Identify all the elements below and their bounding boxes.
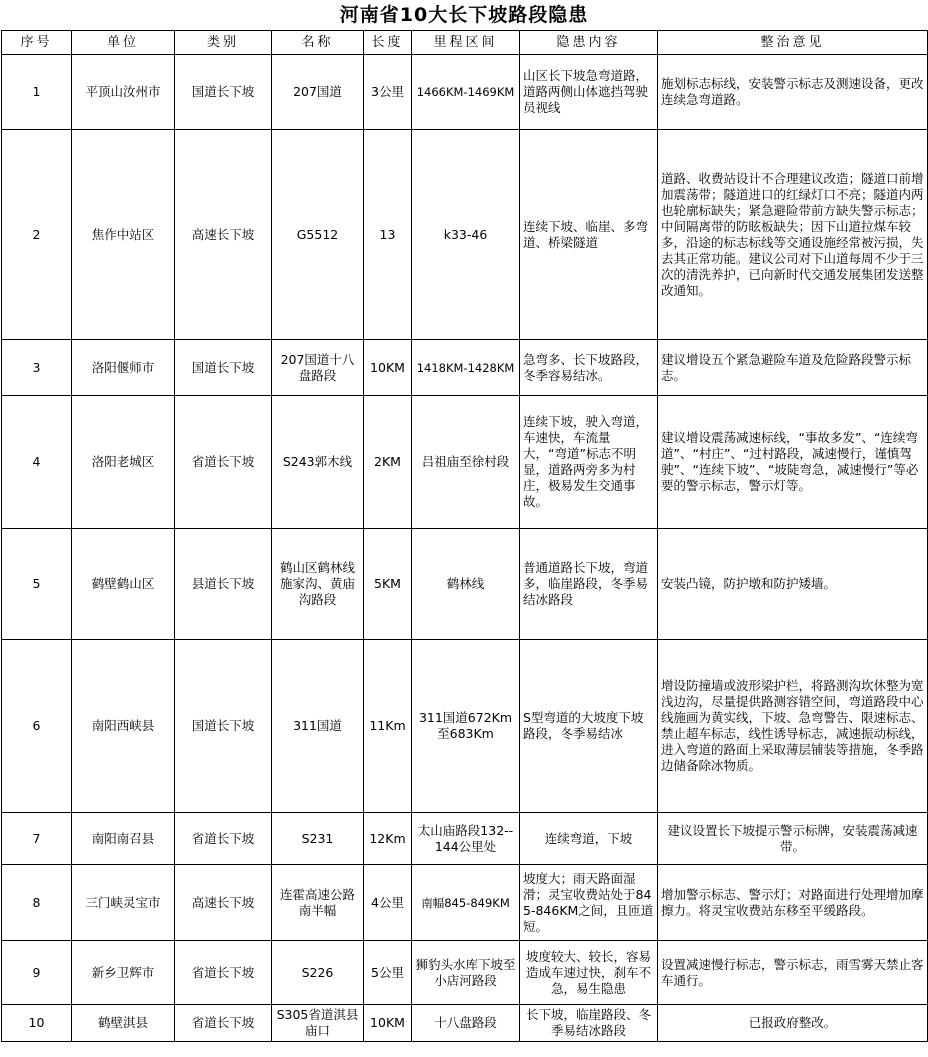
header-length: 长度 [364, 31, 412, 55]
cell-no: 8 [2, 865, 72, 941]
table-row [2, 813, 928, 865]
cell-hazard: 坡度大；雨天路面湿滑；灵宝收费站处于845-846KM之间，且匝道短。 [520, 865, 658, 941]
cell-unit: 南阳西峡县 [72, 640, 175, 813]
cell-hazard: 坡度较大、较长，容易造成车速过快，刹车不急，易生隐患 [520, 941, 658, 1005]
cell-name: 311国道 [272, 640, 364, 813]
cell-advice: 设置减速慢行标志，警示标志，雨雪雾天禁止客车通行。 [658, 941, 928, 1005]
cell-length: 4公里 [364, 865, 412, 941]
header-no: 序号 [2, 31, 72, 55]
cell-category: 省道长下坡 [175, 941, 272, 1005]
cell-advice: 施划标志标线，安装警示标志及测速设备，更改连续急弯道路。 [658, 55, 928, 130]
cell-advice: 增设防撞墙或波形梁护栏，将路测沟坎休整为宽浅边沟，尽量提供路测容错空间，弯道路段中心线施画为黄实线，下坡、急弯警告、限速标志、禁止超车标志，线性诱导标志，减速振动标线，进入弯道的路面上采取薄层铺装等措施，冬季路边储备除冰物质。 [658, 640, 928, 813]
cell-name: 鹤山区鹤林线施家沟、黄庙沟路段 [272, 529, 364, 640]
cell-category: 国道长下坡 [175, 55, 272, 130]
header-unit: 单位 [72, 31, 175, 55]
cell-length: 11Km [364, 640, 412, 813]
cell-unit: 南阳南召县 [72, 813, 175, 865]
cell-no: 1 [2, 55, 72, 130]
header-row [2, 31, 928, 55]
cell-category: 高速长下坡 [175, 130, 272, 340]
cell-range: k33-46 [412, 130, 520, 340]
cell-range: 鹤林线 [412, 529, 520, 640]
cell-name: S226 [272, 941, 364, 1005]
cell-unit: 鹤壁淇县 [72, 1005, 175, 1042]
table-row [2, 529, 928, 640]
cell-length: 2KM [364, 396, 412, 529]
cell-name: G5512 [272, 130, 364, 340]
cell-hazard: 山区长下坡急弯道路，道路两侧山体遮挡驾驶员视线 [520, 55, 658, 130]
cell-no: 10 [2, 1005, 72, 1042]
cell-range: 太山庙路段132--144公里处 [412, 813, 520, 865]
table-row [2, 130, 928, 340]
cell-unit: 洛阳老城区 [72, 396, 175, 529]
cell-name: S231 [272, 813, 364, 865]
cell-length: 12Km [364, 813, 412, 865]
cell-unit: 焦作中站区 [72, 130, 175, 340]
cell-category: 省道长下坡 [175, 1005, 272, 1042]
cell-length: 10KM [364, 1005, 412, 1042]
cell-category: 国道长下坡 [175, 640, 272, 813]
cell-hazard: 连续下坡，驶入弯道，车速快，车流量大，“弯道”标志不明显，道路两旁多为村庄，极易发生交通事故。 [520, 396, 658, 529]
cell-no: 4 [2, 396, 72, 529]
table-row [2, 55, 928, 130]
cell-category: 省道长下坡 [175, 396, 272, 529]
cell-hazard: 连续弯道，下坡 [520, 813, 658, 865]
cell-no: 2 [2, 130, 72, 340]
cell-length: 10KM [364, 340, 412, 396]
cell-length: 5KM [364, 529, 412, 640]
cell-advice: 增加警示标志、警示灯；对路面进行处理增加摩擦力。将灵宝收费站东移至平缓路段。 [658, 865, 928, 941]
cell-length: 13 [364, 130, 412, 340]
hazard-table [1, 30, 928, 1042]
cell-range: 吕祖庙至徐村段 [412, 396, 520, 529]
cell-range: 狮豹头水库下坡至小店河路段 [412, 941, 520, 1005]
sheet-title: 河南省10大长下坡路段隐患 [339, 4, 589, 26]
cell-advice: 建议设置长下坡提示警示标牌，安装震荡减速带。 [658, 813, 928, 865]
cell-name: 207国道十八盘路段 [272, 340, 364, 396]
cell-unit: 洛阳偃师市 [72, 340, 175, 396]
cell-advice: 安装凸镜，防护墩和防护矮墙。 [658, 529, 928, 640]
cell-no: 5 [2, 529, 72, 640]
cell-unit: 鹤壁鹤山区 [72, 529, 175, 640]
cell-hazard: 长下坡，临崖路段、冬季易结冰路段 [520, 1005, 658, 1042]
header-hazard: 隐患内容 [520, 31, 658, 55]
cell-name: 207国道 [272, 55, 364, 130]
cell-length: 3公里 [364, 55, 412, 130]
cell-unit: 新乡卫辉市 [72, 941, 175, 1005]
cell-range: 311国道672Km至683Km [412, 640, 520, 813]
cell-category: 县道长下坡 [175, 529, 272, 640]
cell-advice: 道路、收费站设计不合理建议改造；隧道口前增加震荡带；隧道进口的红绿灯口不亮；隧道内两也轮廓标缺失；紧急避险带前方缺失警示标志；中间隔离带的防眩板缺失；因下山道拉煤车较多，沿途的标志标线等交通设施经常被污损，失去其正常功能。建议公司对下山道每周不少于三次的清洗养护，已向新时代交通发展集团发送整改通知。 [658, 130, 928, 340]
cell-length: 5公里 [364, 941, 412, 1005]
cell-category: 高速长下坡 [175, 865, 272, 941]
cell-range: 1466KM-1469KM [412, 55, 520, 130]
cell-unit: 三门峡灵宝市 [72, 865, 175, 941]
cell-hazard: 连续下坡、临崖、多弯道、桥梁隧道 [520, 130, 658, 340]
cell-advice: 已报政府整改。 [658, 1005, 928, 1042]
cell-hazard: 急弯多、长下坡路段，冬季容易结冰。 [520, 340, 658, 396]
cell-name: 连霍高速公路南半幅 [272, 865, 364, 941]
cell-unit: 平顶山汝州市 [72, 55, 175, 130]
cell-range: 1418KM-1428KM [412, 340, 520, 396]
cell-category: 省道长下坡 [175, 813, 272, 865]
cell-advice: 建议增设震荡减速标线，“事故多发”、“连续弯道”、“村庄”、“过村路段，减速慢行，谨慎驾驶”、“连续下坡”、“坡陡弯急，减速慢行”等必要的警示标志，警示灯等。 [658, 396, 928, 529]
table-row [2, 941, 928, 1005]
cell-no: 3 [2, 340, 72, 396]
table-row [2, 1005, 928, 1042]
cell-no: 7 [2, 813, 72, 865]
table-row [2, 640, 928, 813]
header-advice: 整治意见 [658, 31, 928, 55]
cell-hazard: S型弯道的大坡度下坡路段，冬季易结冰 [520, 640, 658, 813]
cell-no: 6 [2, 640, 72, 813]
cell-name: S243郭木线 [272, 396, 364, 529]
cell-advice: 建议增设五个紧急避险车道及危险路段警示标志。 [658, 340, 928, 396]
cell-name: S305省道淇县庙口 [272, 1005, 364, 1042]
cell-range: 十八盘路段 [412, 1005, 520, 1042]
table-row [2, 865, 928, 941]
cell-hazard: 普通道路长下坡，弯道多，临崖路段，冬季易结冰路段 [520, 529, 658, 640]
table-row [2, 396, 928, 529]
table-row [2, 340, 928, 396]
header-name: 名称 [272, 31, 364, 55]
header-category: 类别 [175, 31, 272, 55]
header-range: 里程区间 [412, 31, 520, 55]
cell-no: 9 [2, 941, 72, 1005]
cell-category: 国道长下坡 [175, 340, 272, 396]
cell-range: 南幅845-849KM [412, 865, 520, 941]
